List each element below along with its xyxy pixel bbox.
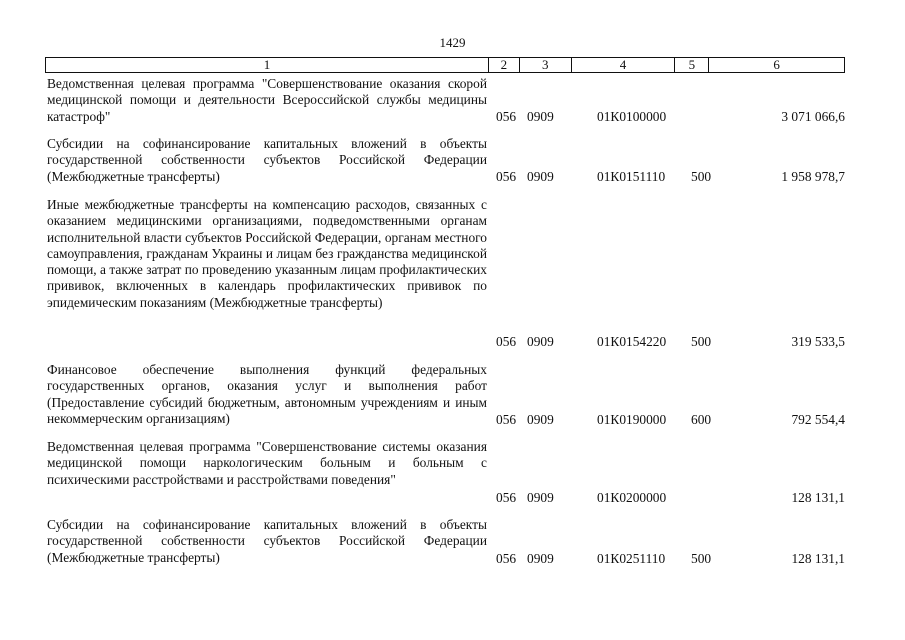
row-ved-code: 056 xyxy=(496,333,517,349)
row-description: Финансовое обеспечение выполнения функций федеральных государственных органов, оказания услуг и выполнения работ (Предоставление субсидий бюджетным, автономным учреждениям и иным некоммерческим организациям) xyxy=(47,362,487,426)
row-type-code: 500 xyxy=(691,168,712,184)
table-row xyxy=(47,439,845,506)
header-col-4: 4 xyxy=(571,58,675,72)
row-section-code: 0909 xyxy=(527,550,554,566)
row-target-code: 01К0154220 xyxy=(597,333,667,349)
row-description: Ведомственная целевая программа "Совершенствование системы оказания медицинской помощи наркологическим больным и больным с психическими расстройствами и расстройствами поведения" xyxy=(47,439,487,487)
table-row xyxy=(47,136,845,185)
header-col-2: 2 xyxy=(488,58,519,72)
row-sum: 792 554,4 xyxy=(791,411,845,427)
row-description: Иные межбюджетные трансферты на компенсацию расходов, связанных с оказанием медицинскими организациями, подведомственными органам исполнительной власти субъектов Российской Федерации, органам местного самоуправления, гражданам Украины и лицам без гражданства медицинской помощи, а также затрат по проведению указанным лицам профилактических прививок, включенных в календарь профилактических прививок по эпидемическим показаниям (Межбюджетные трансферты) xyxy=(47,197,487,310)
row-sum: 128 131,1 xyxy=(791,489,845,505)
row-ved-code: 056 xyxy=(496,168,517,184)
header-col-1: 1 xyxy=(263,57,271,72)
row-ved-code: 056 xyxy=(496,489,517,505)
row-description: Субсидии на софинансирование капитальных вложений в объекты государственной собственности субъектов Российской Федерации (Межбюджетные трансферты) xyxy=(47,517,487,565)
row-description: Ведомственная целевая программа "Совершенствование оказания скорой медицинской помощи и деятельности Всероссийской службы медицины катастроф" xyxy=(47,76,487,124)
header-col-5: 5 xyxy=(674,58,708,72)
page-number: 1429 xyxy=(439,35,466,50)
row-sum: 3 071 066,6 xyxy=(781,108,845,124)
row-type-code: 600 xyxy=(691,411,712,427)
row-type-code: 500 xyxy=(691,333,712,349)
row-target-code: 01К0190000 xyxy=(597,411,667,427)
row-description: Субсидии на софинансирование капитальных вложений в объекты государственной собственности субъектов Российской Федерации (Межбюджетные трансферты) xyxy=(47,136,487,184)
row-section-code: 0909 xyxy=(527,489,554,505)
row-sum: 1 958 978,7 xyxy=(781,168,845,184)
row-target-code: 01К0100000 xyxy=(597,108,667,124)
row-sum: 128 131,1 xyxy=(791,550,845,566)
table-header xyxy=(45,57,845,73)
row-section-code: 0909 xyxy=(527,108,554,124)
row-sum: 319 533,5 xyxy=(791,333,845,349)
table-row xyxy=(47,517,845,567)
row-ved-code: 056 xyxy=(496,550,517,566)
row-type-code: 500 xyxy=(691,550,712,566)
table-row xyxy=(47,197,845,350)
row-section-code: 0909 xyxy=(527,333,554,349)
header-col-6: 6 xyxy=(708,58,844,72)
row-ved-code: 056 xyxy=(496,411,517,427)
row-section-code: 0909 xyxy=(527,168,554,184)
table-row xyxy=(47,362,845,428)
row-target-code: 01К0151110 xyxy=(597,168,666,184)
table-row xyxy=(47,76,845,125)
header-col-3: 3 xyxy=(519,58,571,72)
row-target-code: 01К0200000 xyxy=(597,489,667,505)
row-section-code: 0909 xyxy=(527,411,554,427)
row-target-code: 01К0251110 xyxy=(597,550,666,566)
row-ved-code: 056 xyxy=(496,108,517,124)
